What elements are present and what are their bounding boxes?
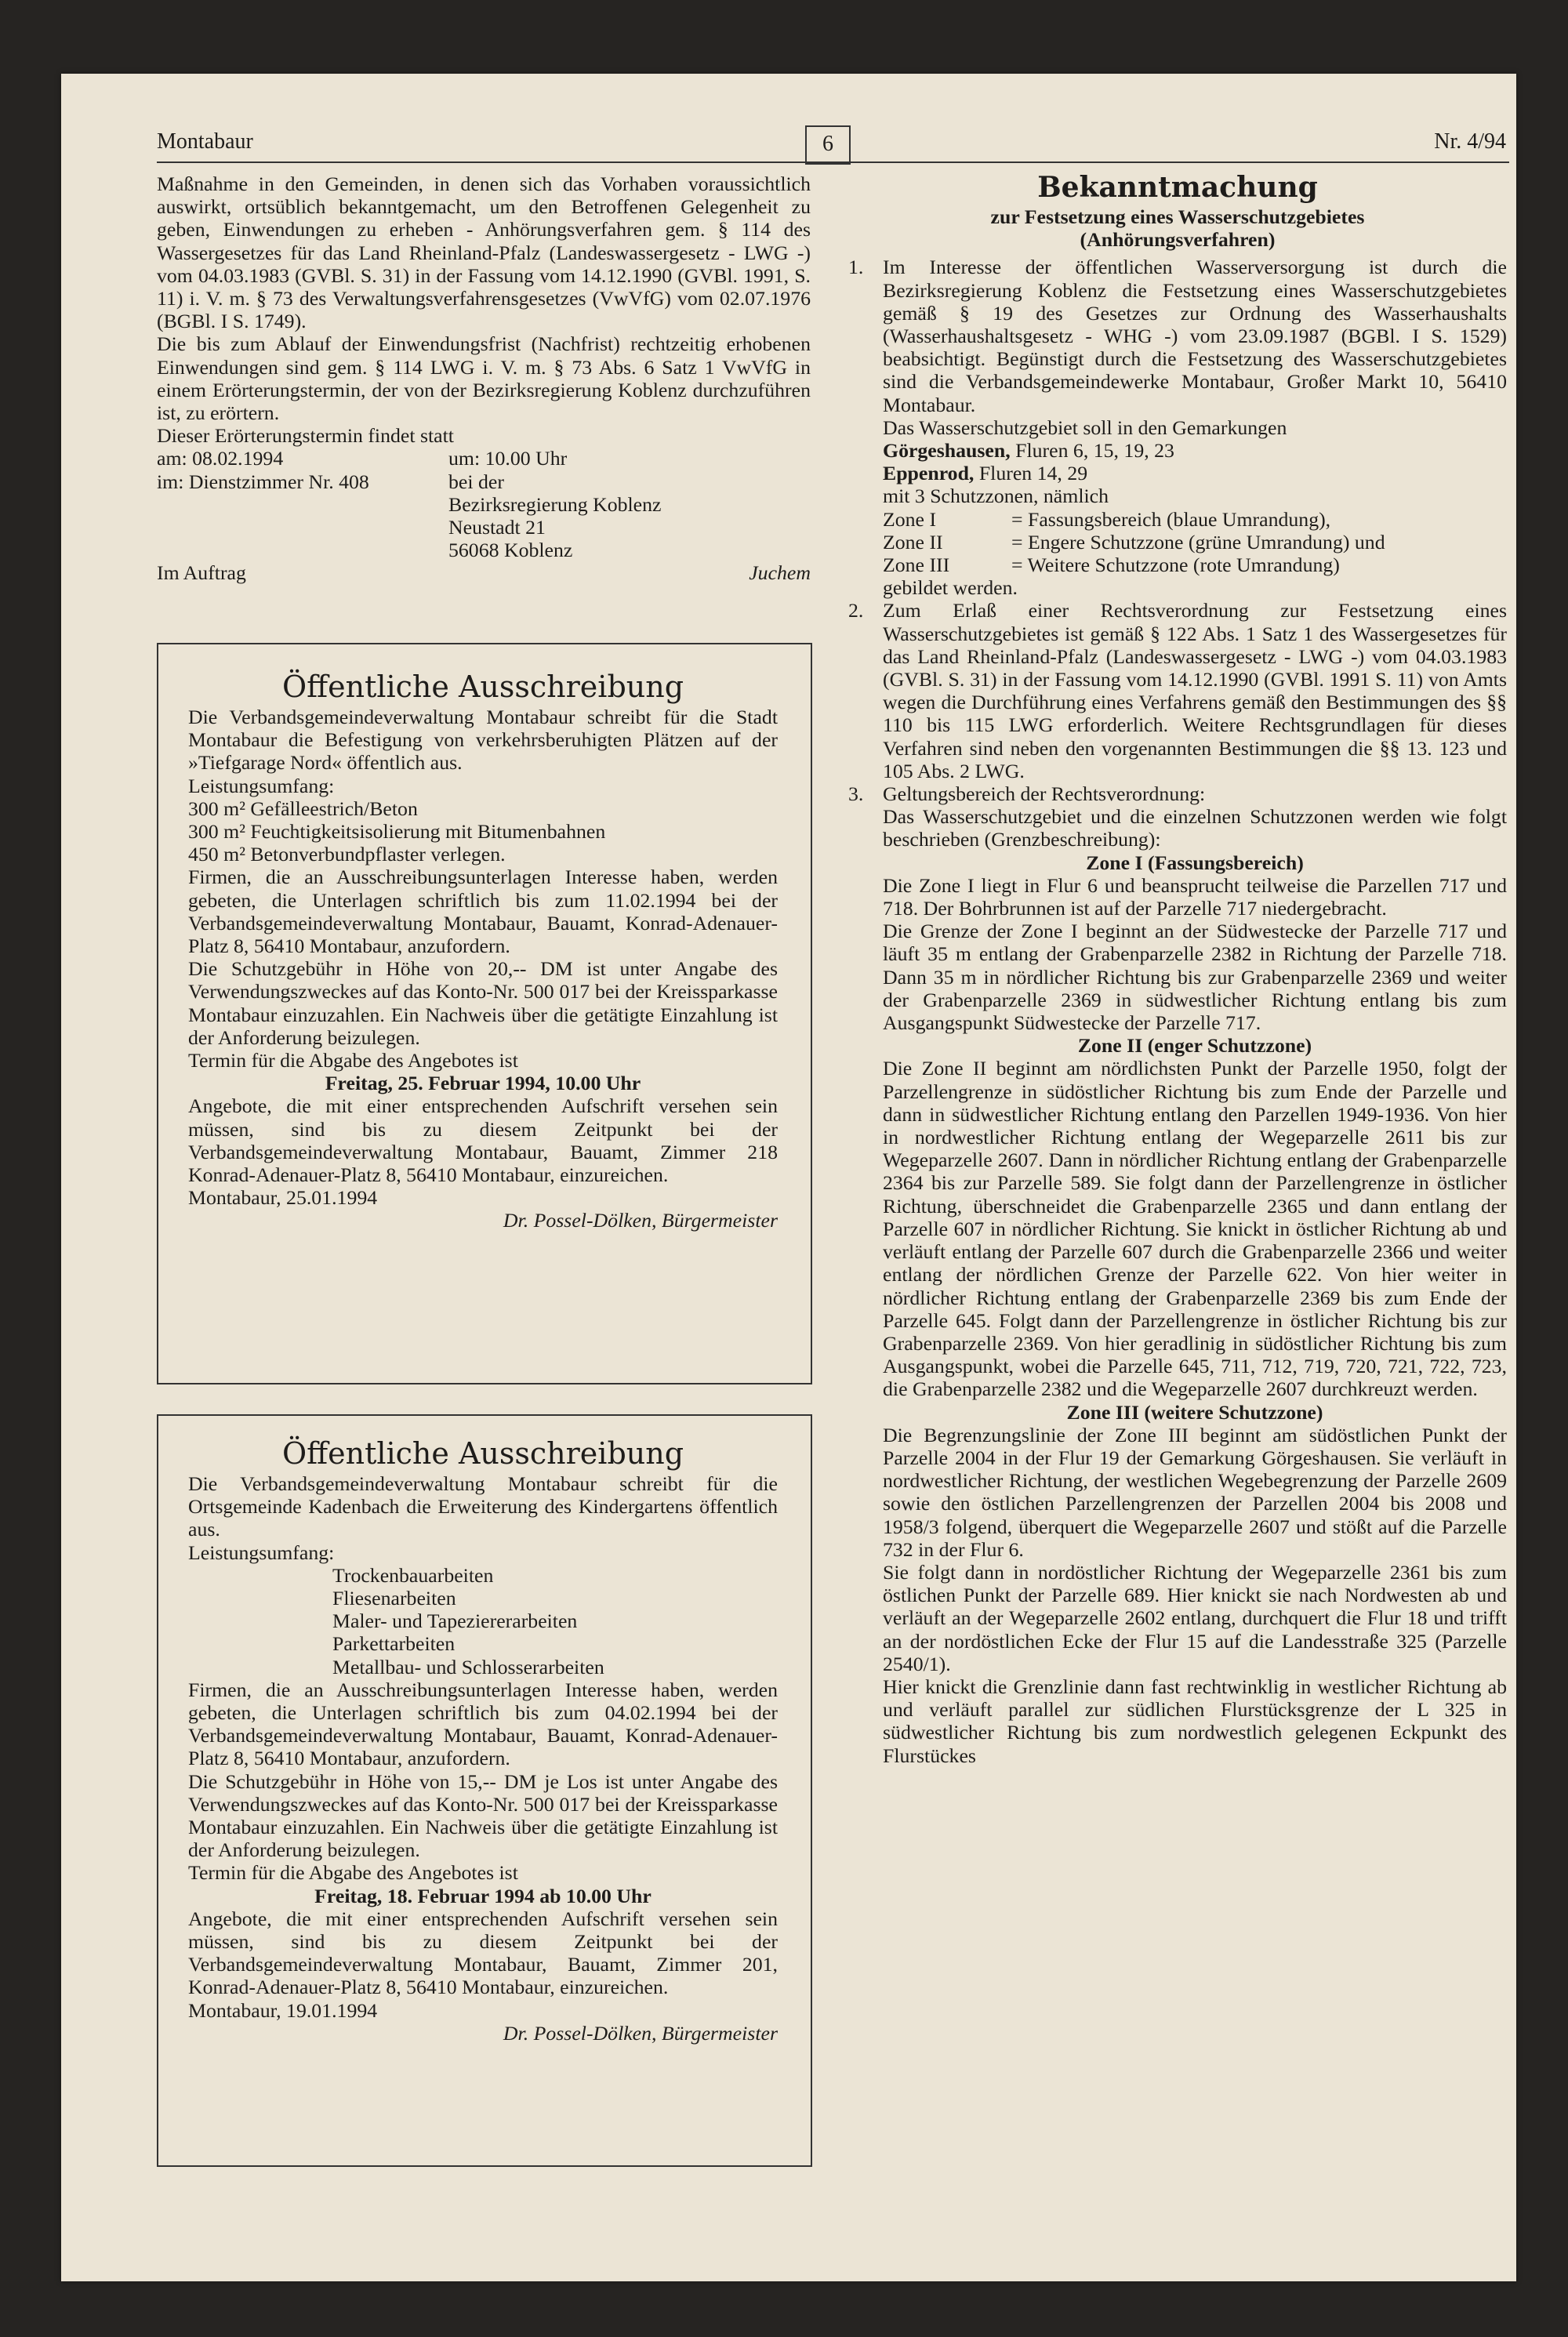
section-3-intro: Das Wasserschutzgebiet und die einzelnen Schutzzonen werden wie folgt beschrieben (Grenzbeschreibung):: [883, 805, 1507, 851]
address-line: Bezirksregierung Koblenz: [448, 492, 662, 516]
right-column: [848, 169, 1507, 1767]
address-line: Neustadt 21: [448, 516, 546, 539]
section-number: 1.: [848, 256, 864, 279]
tender-1-firms: Firmen, die an Ausschreibungsunterlagen Interesse haben, werden gebeten, die Unterlagen schriftlich bis zum 11.02.1994 bei der Verbandsgemeindeverwaltung Montabaur, Bauamt, Konrad-Adenauer-Platz 8, 56410 Montabaur, anzufordern.: [188, 865, 778, 958]
scope-item: Parkettarbeiten: [332, 1632, 456, 1656]
header-place: Montabaur: [157, 129, 253, 154]
header-issue: Nr. 4/94: [1434, 129, 1506, 154]
section-number: 2.: [848, 599, 864, 622]
gemarkung-fluren: Fluren 14, 29: [974, 462, 1088, 485]
zones-intro: mit 3 Schutzzonen, nämlich: [883, 484, 1109, 508]
tender-2-signature: Dr. Possel-Dölken, Bürgermeister: [503, 2021, 778, 2045]
paragraph: Maßnahme in den Gemeinden, in denen sich das Vorhaben voraussichtlich auswirkt, ortsüblich bekanntgemacht, um den Betroffenen Gelegenheit zu geben, Einwendungen zu erheben - Anhörungsverfahren gem. § 114 des Wassergesetzes für das Land Rheinland-Pfalz (Landeswassergesetz - LWG -) vom 04.03.1983 (GVBl. S. 31) in der Fassung vom 14.12.1990 (GVBl. 1991, S. 11) i. V. m. § 73 des Verwaltungsverfahrensgesetzes (VwVfG) vom 02.07.1976 (BGBl. I S. 1749).: [157, 172, 811, 333]
zone-1-text: Die Zone I liegt in Flur 6 und beansprucht teilweise die Parzellen 717 und 718. Der Bohrbrunnen ist auf der Parzelle 717 niedergebracht.: [883, 873, 1507, 920]
paragraph: Dieser Erörterungstermin findet statt: [157, 424, 454, 448]
announcement-subtitle: (Anhörungsverfahren): [1080, 228, 1276, 252]
header-rule: [157, 161, 1509, 163]
deadline-label: Termin für die Abgabe des Angebotes ist: [188, 1049, 518, 1072]
left-column-top: [157, 172, 811, 585]
section-3-title: Geltungsbereich der Rechtsverordnung:: [883, 782, 1206, 806]
zone-heading: Zone II (enger Schutzzone): [1077, 1034, 1312, 1058]
zone-desc: = Fassungsbereich (blaue Umrandung),: [1011, 507, 1331, 531]
zones-outro: gebildet werden.: [883, 576, 1018, 600]
page-number-box: 6: [805, 125, 851, 165]
bei-der-label: bei der: [448, 470, 504, 493]
scope-item: Fliesenarbeiten: [332, 1587, 456, 1610]
section-1-text: Im Interesse der öffentlichen Wasserversorgung ist durch die Bezirksregierung Koblenz die Festsetzung eines Wasserschutzgebietes gemäß § 19 des Gesetzes zur Ordnung des Wasserhaushalts (Wasserhaushaltsgesetz - WHG -) vom 23.09.1987 (BGBl. I S. 1529) beabsichtigt. Begünstigt durch die Festsetzung des Wasserschutzgebietes sind die Verbandsgemeindewerke Montabaur, Großer Markt 10, 56410 Montabaur.: [883, 256, 1507, 416]
tender-2-title: Öffentliche Ausschreibung: [281, 1436, 684, 1471]
zone-heading: Zone III (weitere Schutzzone): [1066, 1400, 1323, 1424]
scope-item: 450 m² Betonverbundpflaster verlegen.: [188, 843, 506, 866]
announcement-title: Bekanntmachung: [1037, 171, 1318, 204]
tender-1-fee: Die Schutzgebühr in Höhe von 20,-- DM ist unter Angabe des Verwendungszweckes auf das Konto-Nr. 500 017 bei der Kreissparkasse Montabaur einzuzahlen. Ein Nachweis über die getätigte Einzahlung ist der Anforderung beizulegen.: [188, 957, 778, 1049]
im-auftrag: Im Auftrag: [157, 561, 246, 585]
tender-1-signature: Dr. Possel-Dölken, Bürgermeister: [503, 1209, 778, 1232]
tender-2-fee: Die Schutzgebühr in Höhe von 15,-- DM je Los ist unter Angabe des Verwendungszweckes auf das Konto-Nr. 500 017 bei der Kreissparkasse Montabaur einzuzahlen. Ein Nachweis über die getätigte Einzahlung ist der Anforderung beizulegen.: [188, 1769, 778, 1862]
gemarkung-fluren: Fluren 6, 15, 19, 23: [1010, 439, 1174, 463]
zone-1-text: Die Grenze der Zone I beginnt an der Südwestecke der Parzelle 717 und läuft 35 m entlang der Grabenparzelle 2382 in Richtung der Parzelle 718. Dann 35 m in nördlicher Richtung bis zur Grabenparzelle 2369 und weiter der Grabenparzelle 2369 in südwestlicher Richtung entlang bis zum Ausgangspunkt Südwestecke der Parzelle 717.: [883, 920, 1507, 1035]
room-label: im: Dienstzimmer Nr. 408: [157, 470, 369, 493]
gemarkung-name: Görgeshausen,: [883, 439, 1011, 463]
time-label: um: 10.00 Uhr: [448, 447, 568, 470]
tender-1-content: [188, 668, 778, 1232]
tender-2-date: Montabaur, 19.01.1994: [188, 1998, 378, 2022]
zone-name: Zone I: [883, 507, 937, 531]
scope-item: 300 m² Feuchtigkeitsisolierung mit Bitumenbahnen: [188, 820, 606, 844]
tender-1-title: Öffentliche Ausschreibung: [281, 670, 684, 704]
deadline-label: Termin für die Abgabe des Angebotes ist: [188, 1861, 518, 1885]
scope-item: 300 m² Gefälleestrich/Beton: [188, 797, 418, 820]
tender-1-offers: Angebote, die mit einer entsprechenden Aufschrift versehen sein müssen, sind bis zu diesem Zeitpunkt bei der Verbandsgemeindeverwaltung Montabaur, Bauamt, Zimmer 218 Konrad-Adenauer-Platz 8, 56410 Montabaur, einzureichen.: [188, 1094, 778, 1187]
scope-item: Trockenbauarbeiten: [332, 1563, 494, 1587]
scope-item: Metallbau- und Schlosserarbeiten: [332, 1655, 604, 1678]
gemarkung-name: Eppenrod,: [883, 462, 975, 485]
tender-2-firms: Firmen, die an Ausschreibungsunterlagen Interesse haben, werden gebeten, die Unterlagen schriftlich bis zum 04.02.1994 bei der Verbandsgemeindeverwaltung Montabaur, Bauamt, Konrad-Adenauer-Platz 8, 56410 Montabaur, anzufordern.: [188, 1678, 778, 1770]
section-3: [848, 782, 1507, 1767]
zone-name: Zone III: [883, 553, 950, 577]
tender-2-intro: Die Verbandsgemeindeverwaltung Montabaur schreibt für die Ortsgemeinde Kadenbach die Erweiterung des Kindergartens öffentlich aus.: [188, 1472, 778, 1541]
zone-desc: = Engere Schutzzone (grüne Umrandung) und: [1011, 530, 1385, 553]
zone-heading: Zone I (Fassungsbereich): [1086, 851, 1304, 874]
zone-3-text: Die Begrenzungslinie der Zone III beginnt am südöstlichen Punkt der Parzelle 2004 in der Flur 19 der Gemarkung Görgeshausen. Sie verläuft in nordwestlicher Richtung, der westlichen Wegebegrenzung der Parzelle 2609 sowie den östlichen Parzellengrenzen der Parzellen 2004 bis 2008 und 1958/3 folgend, überquert die Wegeparzelle 2607 und stößt auf die Parzelle 732 in der Flur 6.: [883, 1423, 1507, 1561]
section-1: [848, 256, 1507, 599]
zone-desc: = Weitere Schutzzone (rote Umrandung): [1011, 553, 1340, 577]
announcement-subtitle: zur Festsetzung eines Wasserschutzgebietes: [990, 205, 1365, 228]
tender-2-content: [188, 1435, 778, 2045]
section-2-text: Zum Erlaß einer Rechtsverordnung zur Festsetzung eines Wasserschutzgebietes ist gemäß § 122 Abs. 1 Satz 1 des Wassergesetzes für das Land Rheinland-Pfalz (Landeswassergesetz - LWG -) vom 04.03.1983 (GVBl. S. 31) in der Fassung vom 14.12.1990 (GVBl. 1991 S. 11) von Amts wegen die Durchführung eines Verfahrens gemäß den Bestimmungen des §§ 110 bis 115 LWG erforderlich. Weitere Rechtsgrundlagen für dieses Verfahren sind neben den vorgenannten Bestimmungen die §§ 13. 123 und 105 Abs. 2 LWG.: [883, 599, 1507, 782]
section-1-area: Das Wasserschutzgebiet soll in den Gemarkungen: [883, 416, 1287, 439]
address-line: 56068 Koblenz: [448, 539, 573, 562]
section-2: [848, 599, 1507, 782]
scope-label: Leistungsumfang:: [188, 774, 335, 797]
deadline: Freitag, 18. Februar 1994 ab 10.00 Uhr: [314, 1884, 652, 1907]
scope-label: Leistungsumfang:: [188, 1540, 335, 1564]
tender-1-intro: Die Verbandsgemeindeverwaltung Montabaur schreibt für die Stadt Montabaur die Befestigung von verkehrsberuhigten Plätzen auf der »Tiefgarage Nord« öffentlich aus.: [188, 706, 778, 775]
tender-1-date: Montabaur, 25.01.1994: [188, 1186, 378, 1210]
signature: Juchem: [749, 561, 811, 585]
date-label: am: 08.02.1994: [157, 447, 284, 470]
paragraph: Die bis zum Ablauf der Einwendungsfrist (Nachfrist) rechtzeitig erhobenen Einwendungen sind gem. § 114 LWG i. V. m. § 73 Abs. 6 Satz 1 VwVfG in einem Erörterungstermin, der von der Bezirksregierung Koblenz durchzuführen ist, zu erörtern.: [157, 332, 811, 425]
section-number: 3.: [848, 782, 864, 806]
tender-2-offers: Angebote, die mit einer entsprechenden Aufschrift versehen sein müssen, sind bis zu diesem Zeitpunkt bei der Verbandsgemeindeverwaltung Montabaur, Bauamt, Zimmer 201, Konrad-Adenauer-Platz 8, 56410 Montabaur, einzureichen.: [188, 1907, 778, 1999]
zone-3-text: Hier knickt die Grenzlinie dann fast rechtwinklig in westlicher Richtung ab und verläuft parallel zur südlichen Flurstücksgrenze der L 325 in südwestlicher Richtung bis zum nordwestlich gelegenen Eckpunkt des Flurstückes: [883, 1675, 1507, 1767]
scope-item: Maler- und Tapeziererarbeiten: [332, 1609, 578, 1633]
zone-3-text: Sie folgt dann in nordöstlicher Richtung der Wegeparzelle 2361 bis zum östlichen Punkt der Parzelle 689. Hier knickt sie nach Nordwesten ab und verläuft an der Wegeparzelle 2602 entlang, durchquert die Flur 18 und trifft an der nordöstlichen Ecke der Flur 15 auf die Landesstraße 325 (Parzelle 2540/1).: [883, 1560, 1507, 1675]
deadline: Freitag, 25. Februar 1994, 10.00 Uhr: [325, 1072, 641, 1095]
zone-name: Zone II: [883, 530, 943, 553]
zone-2-text: Die Zone II beginnt am nördlichsten Punkt der Parzelle 1950, folgt der Parzellengrenze in südöstlicher Richtung bis zum Ende der Parzelle und dann in südwestlicher Richtung entlang den Parzellen 1949-1936. Von hier in nordwestlicher Richtung entlang der Wegeparzelle 2611 bis zur Wegeparzelle 2607. Dann in nördlicher Richtung entlang der Grabenparzelle 2364 bis zur Parzelle 589. Sie folgt dann der Parzellengrenze in östlicher Richtung, überschneidet die Grabenparzelle 2365 und dann entlang der Parzelle 607 in nördlicher Richtung. Sie knickt in östlicher Richtung ab und verläuft entlang der Parzelle 607 durch die Grabenparzelle 2366 und weiter entlang der nördlichen Grenze der Parzelle 622. Von hier weiter in nördlicher Richtung entlang der Grabenparzelle 2369 bis zum Ende der Parzelle 645. Folgt dann der Parzellengrenze in östlicher Richtung bis zur Grabenparzelle 2369. Von hier geradlinig in südöstlicher Richtung bis zum Ausgangspunkt, wobei die Parzelle 645, 711, 712, 719, 720, 721, 722, 723, die Grabenparzelle 2382 und die Wegeparzelle 2607 durchkreuzt werden.: [883, 1057, 1507, 1401]
